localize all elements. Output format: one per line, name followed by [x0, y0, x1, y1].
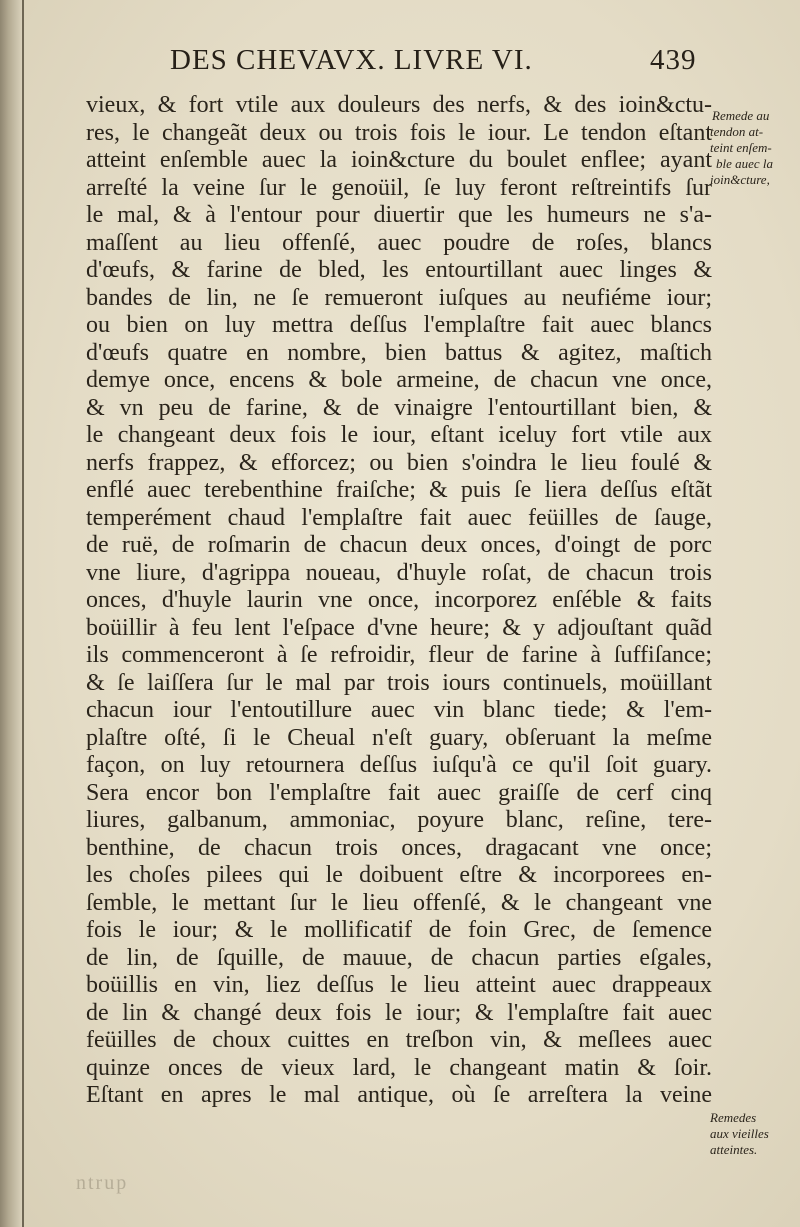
text-line: demye once, encens & bole armeine, de chacun vne once,: [86, 367, 712, 393]
text-line: Eſtant en apres le mal antique, où ſe arreſtera la veine: [86, 1082, 712, 1108]
text-line: vieux, & fort vtile aux douleurs des nerfs, & des ioin&ctu-: [86, 92, 712, 118]
text-line: Sera encor bon l'emplaſtre fait auec graiſſe de cerf cinq: [86, 779, 712, 806]
text-line: de ruë, de roſmarin de chacun deux onces, d'oingt de porc: [86, 532, 712, 558]
text-line: le changeant deux fois le iour, eſtant iceluy fort vtile aux: [86, 422, 712, 448]
text-line: enflé auec terebenthine fraiſche; & puis ſe liera deſſus eſtãt: [86, 477, 712, 503]
text-line: d'œufs quatre en nombre, bien battus & agitez, maſtich: [86, 339, 712, 366]
text-line: temperément chaud l'emplaſtre fait auec feüilles de ſauge,: [86, 504, 712, 531]
page-fold: [22, 0, 24, 1227]
text-line: d'œufs, & farine de bled, les entourtillant auec linges &: [86, 257, 712, 283]
text-line: quinze onces de vieux lard, le changeant matin & ſoir.: [86, 1054, 712, 1081]
text-line: chacun iour l'entoutillure auec vin blanc tiede; & l'em-: [86, 697, 712, 723]
text-line: de lin, de ſquille, de mauue, de chacun parties eſgales,: [86, 944, 712, 971]
text-line: plaſtre oſté, ſi le Cheual n'eſt guary, obſeruant la meſme: [86, 724, 712, 751]
margin-note-line: atteintes.: [710, 1142, 758, 1157]
text-line: nerfs frappez, & efforcez; ou bien s'oindra le lieu foulé &: [86, 449, 712, 476]
text-line: & ſe laiſſera ſur le mal par trois iours continuels, moüillant: [86, 669, 712, 696]
text-line: bandes de lin, ne ſe remueront iuſques au neufiéme iour;: [86, 284, 712, 311]
margin-note-line: teint enſem-: [710, 140, 772, 155]
text-line: res, le changeãt deux ou trois fois le iour. Le tendon eſtant: [86, 119, 712, 146]
margin-note-line: Remedes: [710, 1110, 757, 1125]
text-line: maſſent au lieu offenſé, auec poudre de roſes, blancs: [86, 229, 712, 256]
text-line: ou bien on luy mettra deſſus l'emplaſtre fait auec blancs: [86, 312, 712, 338]
text-line: & vn peu de farine, & de vinaigre l'entourtillant bien, &: [86, 394, 712, 421]
margin-note-line: aux vieilles: [710, 1126, 769, 1141]
binding-gutter: [0, 0, 22, 1227]
margin-note-line: Remede au: [712, 108, 770, 123]
text-line: boüillir à feu lent l'eſpace d'vne heure; & y adjouſtant quãd: [86, 614, 712, 641]
text-line: benthine, de chacun trois onces, dragacant vne once;: [86, 834, 712, 861]
text-line: feüilles de choux cuittes en treſbon vin, & meſlees auec: [86, 1027, 712, 1053]
text-line: façon, on luy retournera deſſus iuſqu'à ce qu'il ſoit guary.: [86, 752, 712, 778]
text-line: boüillis en vin, liez deſſus le lieu atteint auec drappeaux: [86, 972, 712, 998]
margin-note-vieilles: [710, 1110, 798, 1158]
text-line: liures, galbanum, ammoniac, poyure blanc, reſine, tere-: [86, 807, 712, 833]
margin-note-line: ioin&cture,: [710, 172, 770, 187]
page-number: 439: [650, 44, 697, 76]
text-line: ſemble, le mettant ſur le lieu offenſé, & le changeant vne: [86, 889, 712, 916]
text-line: onces, d'huyle laurin vne once, incorporez enſéble & faits: [86, 587, 712, 613]
text-line: fois le iour; & le mollificatif de foin Grec, de ſemence: [86, 917, 712, 943]
text-line: les choſes pilees qui le doibuent eſtre & incorporees en-: [86, 862, 712, 888]
catchword: ntrup: [76, 1172, 129, 1194]
text-line: le mal, & à l'entour pour diuertir que les humeurs ne s'a-: [86, 202, 712, 228]
text-line: arreſté la veine ſur le genoüil, ſe luy feront reſtreintifs ſur: [86, 174, 712, 201]
running-title: DES CHEVAVX. LIVRE VI.: [170, 44, 533, 76]
text-line: atteint enſemble auec la ioin&cture du boulet enflee; ayant: [86, 147, 712, 173]
text-line: de lin & changé deux fois le iour; & l'emplaſtre fait auec: [86, 999, 712, 1026]
margin-note-tendon: [710, 108, 798, 188]
margin-note-line: tendon at-: [710, 124, 764, 139]
text-line: ils commenceront à ſe refroidir, fleur de farine à ſuffiſance;: [86, 642, 712, 668]
margin-note-line: ble auec la: [716, 156, 774, 171]
text-line: vne liure, d'agrippa noueau, d'huyle roſat, de chacun trois: [86, 559, 712, 586]
